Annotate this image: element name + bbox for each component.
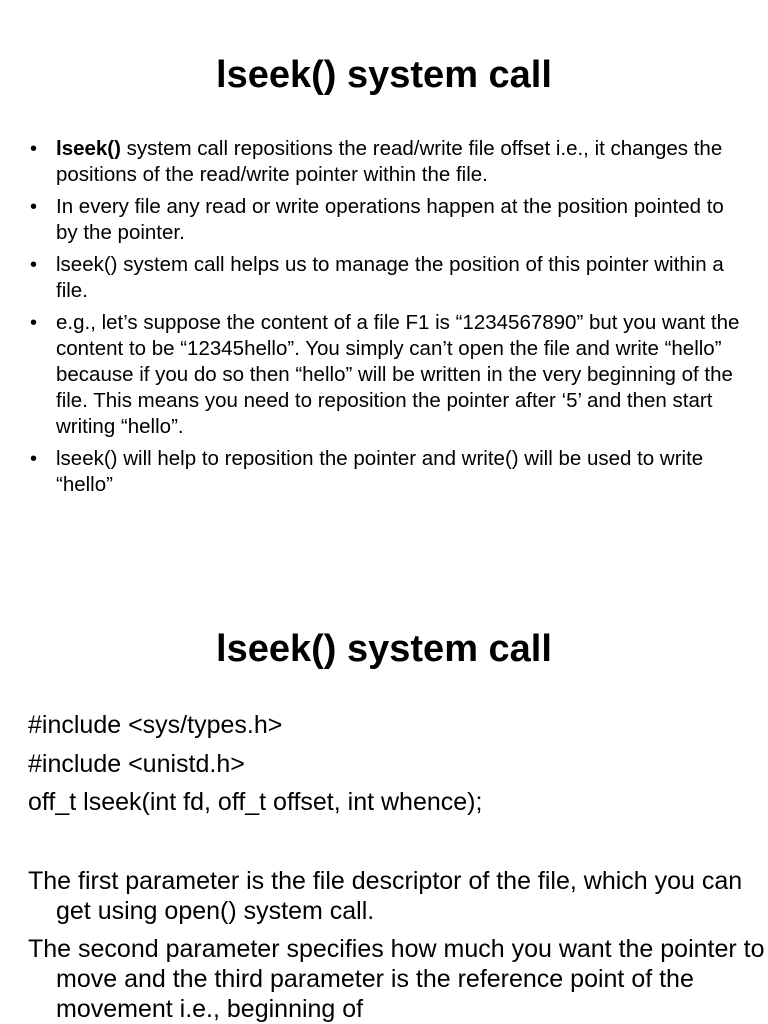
bullet-dot-icon: •	[30, 254, 38, 276]
slide-1-title: lseek() system call	[216, 54, 552, 96]
bullet-text: e.g., let’s suppose the content of a file F1 is “1234567890” but you want the content to be “12345hello”. You simply can’t open the file and write “hello” because if you do so then “hello” will be written in the very beginning of the file. This means you need to reposition the pointer after ‘5’ and then start writing “hello”.	[56, 311, 740, 438]
code-line: #include <sys/types.h>	[28, 711, 283, 739]
bullet-bold-term: lseek()	[56, 137, 121, 160]
slide-1-bullet-list	[28, 136, 740, 504]
code-block	[28, 706, 748, 822]
bullet-item	[28, 446, 740, 498]
bullet-item	[28, 310, 740, 440]
bullet-text: lseek() system call helps us to manage the position of this pointer within a file.	[56, 253, 724, 302]
bullet-dot-icon: •	[30, 312, 38, 334]
bullet-text: lseek() will help to reposition the pointer and write() will be used to write “hello”	[56, 447, 704, 496]
slide-2-title: lseek() system call	[216, 628, 552, 670]
paragraph: The second parameter specifies how much you want the pointer to move and the third parameter is the reference point of the movement i.e., beginning of	[28, 935, 765, 1023]
code-line: #include <unistd.h>	[28, 749, 245, 778]
bullet-text: system call repositions the read/write file offset i.e., it changes the positions of the read/write pointer within the file.	[56, 137, 723, 186]
bullet-dot-icon: •	[30, 196, 38, 218]
bullet-item	[28, 136, 740, 188]
bullet-dot-icon: •	[30, 138, 38, 160]
code-line: off_t lseek(int fd, off_t offset, int whence);	[28, 788, 483, 816]
slide-2	[0, 576, 768, 1024]
paragraph: The first parameter is the file descriptor of the file, which you can get using open() system call.	[28, 867, 743, 925]
bullet-item	[28, 252, 740, 304]
bullet-item	[28, 194, 740, 246]
bullet-text: In every file any read or write operations happen at the position pointed to by the pointer.	[56, 195, 724, 244]
bullet-dot-icon: •	[30, 448, 38, 470]
